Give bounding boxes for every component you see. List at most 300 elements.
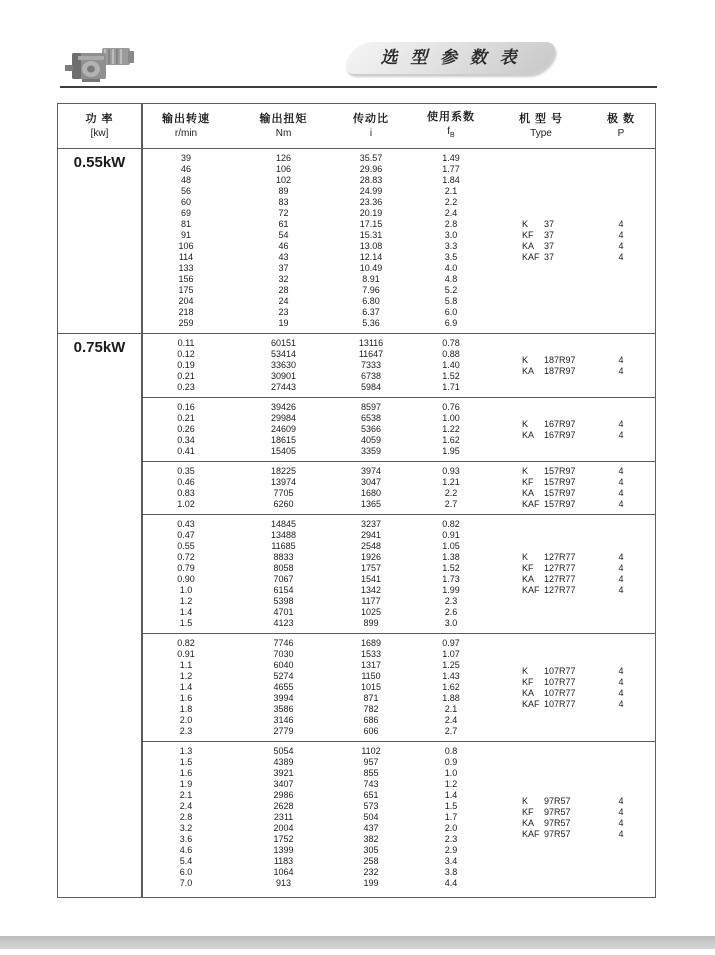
table-row — [141, 274, 496, 285]
type-row — [496, 355, 656, 366]
type-row — [496, 488, 656, 499]
poles-value: 4 — [618, 241, 624, 251]
torque-cell: 1183 — [273, 856, 294, 866]
ratio-cell: 305 — [363, 845, 379, 855]
type-series: KAF — [522, 828, 540, 839]
speed-cell: 0.21 — [177, 371, 195, 381]
table-row — [141, 307, 496, 318]
speed-cell: 1.6 — [179, 768, 193, 778]
speed-cell: 0.19 — [177, 360, 195, 370]
poles-value: 4 — [618, 219, 624, 229]
type-block — [496, 402, 656, 457]
type-name — [496, 499, 586, 510]
speed-cell: 4.6 — [179, 845, 193, 855]
subsection — [141, 741, 655, 893]
service-factor-cell: 6.9 — [444, 318, 458, 328]
table-row — [141, 867, 496, 878]
type-block — [496, 466, 656, 510]
type-name — [496, 552, 586, 563]
gearmotor-photo — [58, 40, 140, 86]
data-rows — [141, 466, 496, 510]
type-row — [496, 477, 656, 488]
type-series: KA — [522, 488, 535, 498]
ratio-cell: 1757 — [360, 563, 382, 573]
type-size: 157R97 — [544, 477, 576, 487]
type-name — [496, 699, 586, 710]
service-factor-cell: 1.71 — [442, 382, 460, 392]
type-name — [496, 252, 586, 263]
type-series: KA — [522, 429, 535, 440]
type-name — [496, 466, 586, 477]
speed-cell: 1.2 — [179, 671, 193, 681]
power-section — [58, 149, 655, 333]
data-rows — [141, 402, 496, 457]
data-rows — [141, 519, 496, 629]
torque-cell: 15405 — [270, 446, 297, 456]
torque-cell: 2986 — [273, 790, 294, 800]
type-series: K — [522, 466, 529, 476]
torque-cell: 61 — [278, 219, 289, 229]
poles-value: 4 — [618, 817, 624, 828]
type-series: K — [522, 795, 529, 806]
service-factor-cell: 1.84 — [442, 175, 460, 185]
service-factor-cell: 1.88 — [442, 693, 460, 703]
service-factor-cell: 1.43 — [442, 671, 460, 681]
service-factor-cell: 3.5 — [444, 252, 458, 262]
table-row — [141, 424, 496, 435]
torque-cell: 4389 — [273, 757, 294, 767]
ratio-cell: 899 — [363, 618, 379, 628]
service-factor-cell: 2.7 — [444, 726, 458, 736]
torque-cell: 46 — [278, 241, 289, 251]
type-size: 107R77 — [544, 698, 576, 709]
torque-cell: 1752 — [273, 834, 294, 844]
speed-cell: 0.79 — [177, 563, 195, 573]
type-size: 37 — [544, 252, 555, 262]
header-type: 机 型 号 Type — [518, 112, 564, 139]
table-row — [141, 477, 496, 488]
service-factor-cell: 1.77 — [442, 164, 460, 174]
header-power: 功 率 [kw] — [85, 112, 114, 139]
speed-cell: 0.72 — [177, 552, 195, 562]
type-row — [496, 466, 656, 477]
type-row — [496, 666, 656, 677]
table-row — [141, 413, 496, 424]
speed-cell: 7.0 — [179, 878, 193, 888]
table-row — [141, 371, 496, 382]
type-row — [496, 807, 656, 818]
speed-cell: 1.5 — [179, 618, 193, 628]
type-name — [496, 488, 586, 499]
type-row — [496, 419, 656, 430]
type-row — [496, 585, 656, 596]
service-factor-cell: 0.76 — [442, 402, 460, 412]
service-factor-cell: 1.5 — [444, 801, 458, 811]
service-factor-cell: 1.2 — [444, 779, 458, 789]
type-size: 127R77 — [544, 585, 576, 595]
table-row — [141, 219, 496, 230]
torque-cell: 27443 — [270, 382, 297, 392]
type-series: K — [522, 418, 529, 429]
service-factor-cell: 1.99 — [442, 585, 460, 595]
torque-cell: 5054 — [273, 746, 294, 756]
header-service-factor: 使用系数 $f_B$ — [427, 110, 475, 139]
speed-cell: 1.1 — [179, 660, 193, 670]
service-factor-cell: 6.0 — [444, 307, 458, 317]
ratio-cell: 651 — [363, 790, 379, 800]
type-row — [496, 230, 656, 241]
speed-cell: 0.55 — [177, 541, 195, 551]
speed-cell: 60 — [180, 197, 191, 207]
table-row — [141, 574, 496, 585]
service-factor-cell: 2.3 — [444, 834, 458, 844]
service-factor-cell: 3.8 — [444, 867, 458, 877]
type-row — [496, 699, 656, 710]
type-name — [496, 818, 586, 829]
poles-value: 4 — [618, 806, 624, 817]
torque-cell: 33630 — [270, 360, 297, 370]
speed-cell: 1.2 — [179, 596, 193, 606]
type-row — [496, 366, 656, 377]
speed-cell: 39 — [180, 153, 191, 163]
ratio-cell: 782 — [363, 704, 379, 714]
speed-cell: 0.26 — [177, 424, 195, 434]
torque-cell: 14845 — [270, 519, 297, 529]
service-factor-cell: 1.07 — [442, 649, 460, 659]
speed-cell: 156 — [178, 274, 194, 284]
torque-cell: 24609 — [270, 424, 297, 434]
service-factor-cell: 0.93 — [442, 466, 460, 476]
service-factor-cell: 1.21 — [442, 477, 460, 487]
torque-cell: 54 — [278, 230, 289, 240]
table-row — [141, 704, 496, 715]
ratio-cell: 3359 — [360, 446, 382, 456]
table-row — [141, 338, 496, 349]
torque-cell: 3994 — [273, 693, 294, 703]
speed-cell: 6.0 — [179, 867, 193, 877]
table-row — [141, 790, 496, 801]
service-factor-cell: 1.73 — [442, 574, 460, 584]
type-row — [496, 677, 656, 688]
type-row — [496, 818, 656, 829]
type-size: 167R97 — [544, 418, 576, 429]
type-name — [496, 666, 586, 677]
speed-cell: 2.0 — [179, 715, 193, 725]
table-row — [141, 435, 496, 446]
torque-cell: 2311 — [273, 812, 294, 822]
type-series: KA — [522, 687, 535, 698]
service-factor-cell: 2.0 — [444, 823, 458, 833]
data-rows — [141, 153, 496, 329]
data-rows — [141, 638, 496, 737]
speed-cell: 0.11 — [177, 338, 195, 348]
torque-cell: 83 — [278, 197, 289, 207]
poles-value: 4 — [618, 698, 624, 709]
ratio-cell: 871 — [363, 693, 379, 703]
torque-cell: 37 — [278, 263, 289, 273]
type-row — [496, 574, 656, 585]
speed-cell: 0.91 — [177, 649, 195, 659]
torque-cell: 5398 — [273, 596, 294, 606]
speed-cell: 3.6 — [179, 834, 193, 844]
ratio-cell: 855 — [363, 768, 379, 778]
poles-value: 4 — [618, 687, 624, 698]
poles-value: 4 — [618, 552, 624, 562]
table-row — [141, 263, 496, 274]
ratio-cell: 686 — [363, 715, 379, 725]
torque-cell: 18615 — [270, 435, 297, 445]
ratio-cell: 11647 — [358, 349, 384, 359]
type-size: 127R77 — [544, 552, 576, 562]
table-row — [141, 726, 496, 737]
table-row — [141, 360, 496, 371]
speed-cell: 0.43 — [177, 519, 195, 529]
speed-cell: 0.12 — [177, 349, 195, 359]
table-row — [141, 671, 496, 682]
table-row — [141, 466, 496, 477]
ratio-cell: 1926 — [360, 552, 382, 562]
service-factor-cell: 1.62 — [442, 682, 460, 692]
service-factor-cell: 2.7 — [444, 499, 458, 509]
table-row — [141, 252, 496, 263]
torque-cell: 18225 — [270, 466, 297, 476]
service-factor-cell: 4.0 — [444, 263, 458, 273]
type-size: 37 — [544, 230, 555, 240]
service-factor-cell: 1.0 — [444, 768, 458, 778]
table-row — [141, 519, 496, 530]
table-row — [141, 693, 496, 704]
ratio-cell: 15.31 — [359, 230, 383, 240]
ratio-cell: 232 — [363, 867, 379, 877]
ratio-cell: 8.91 — [362, 274, 380, 284]
speed-cell: 0.21 — [177, 413, 195, 423]
torque-cell: 13974 — [270, 477, 297, 487]
table-row — [141, 402, 496, 413]
type-series: KA — [522, 241, 535, 251]
subsection — [141, 633, 655, 741]
service-factor-cell: 1.62 — [442, 435, 460, 445]
torque-cell: 3586 — [273, 704, 294, 714]
service-factor-cell: 2.4 — [444, 208, 458, 218]
speed-cell: 48 — [180, 175, 191, 185]
speed-cell: 0.41 — [177, 446, 195, 456]
speed-cell: 114 — [178, 252, 194, 262]
type-size: 97R57 — [544, 828, 571, 839]
ratio-cell: 12.14 — [359, 252, 383, 262]
table-row — [141, 757, 496, 768]
table-row — [141, 530, 496, 541]
type-size: 97R57 — [544, 795, 571, 806]
torque-cell: 1399 — [273, 845, 294, 855]
torque-cell: 30901 — [270, 371, 297, 381]
torque-cell: 23 — [278, 307, 289, 317]
ratio-cell: 28.83 — [359, 175, 383, 185]
table-body — [58, 149, 655, 893]
service-factor-cell: 2.4 — [444, 715, 458, 725]
service-factor-cell: 1.38 — [442, 552, 460, 562]
torque-cell: 7067 — [273, 574, 294, 584]
speed-cell: 69 — [180, 208, 191, 218]
poles-value: 4 — [618, 499, 624, 509]
table-row — [141, 649, 496, 660]
ratio-cell: 2941 — [360, 530, 382, 540]
torque-cell: 913 — [275, 878, 292, 888]
type-name — [496, 585, 586, 596]
service-factor-cell: 2.1 — [444, 186, 458, 196]
ratio-cell: 606 — [363, 726, 379, 736]
type-series: KF — [522, 563, 534, 573]
speed-cell: 0.46 — [177, 477, 195, 487]
service-factor-cell: 0.9 — [444, 757, 458, 767]
speed-cell: 2.1 — [179, 790, 193, 800]
torque-cell: 2779 — [273, 726, 294, 736]
type-size: 157R97 — [544, 466, 576, 476]
table-row — [141, 779, 496, 790]
ratio-cell: 1342 — [360, 585, 382, 595]
table-header-row — [58, 104, 655, 149]
table-row — [141, 618, 496, 629]
torque-cell: 11685 — [271, 541, 296, 551]
type-row — [496, 499, 656, 510]
torque-cell: 126 — [275, 153, 292, 163]
ratio-cell: 7.96 — [362, 285, 380, 295]
ratio-cell: 957 — [363, 757, 379, 767]
table-row — [141, 715, 496, 726]
header-ratio: 传动比 i — [353, 112, 389, 139]
ratio-cell: 10.49 — [359, 263, 383, 273]
table-row — [141, 660, 496, 671]
type-row — [496, 688, 656, 699]
type-series: KA — [522, 574, 535, 584]
table-row — [141, 186, 496, 197]
ratio-cell: 1177 — [361, 596, 381, 606]
ratio-cell: 23.36 — [359, 197, 383, 207]
table-row — [141, 878, 496, 889]
ratio-cell: 1365 — [360, 499, 382, 509]
ratio-cell: 29.96 — [359, 164, 383, 174]
speed-cell: 5.4 — [179, 856, 193, 866]
type-series: KF — [522, 230, 534, 240]
torque-cell: 7030 — [273, 649, 294, 659]
ratio-cell: 5.36 — [362, 318, 380, 328]
type-block — [496, 638, 656, 737]
speed-cell: 0.90 — [177, 574, 195, 584]
speed-cell: 91 — [180, 230, 191, 240]
table-row — [141, 552, 496, 563]
ratio-cell: 258 — [363, 856, 379, 866]
torque-cell: 5274 — [273, 671, 294, 681]
type-size: 167R97 — [544, 429, 576, 440]
subsection — [141, 334, 655, 397]
speed-cell: 1.3 — [179, 746, 193, 756]
type-series: K — [522, 665, 529, 676]
table-row — [141, 488, 496, 499]
table-row — [141, 318, 496, 329]
type-size: 107R77 — [544, 665, 576, 676]
torque-cell: 3146 — [273, 715, 294, 725]
ratio-cell: 1015 — [360, 682, 382, 692]
torque-cell: 3407 — [273, 779, 294, 789]
service-factor-cell: 3.3 — [444, 241, 458, 251]
type-series: KF — [522, 806, 534, 817]
ratio-cell: 743 — [363, 779, 379, 789]
type-size: 97R57 — [544, 817, 571, 828]
type-series: KA — [522, 365, 535, 376]
table-row — [141, 164, 496, 175]
poles-value: 4 — [618, 828, 624, 839]
speed-cell: 0.47 — [177, 530, 195, 540]
subsection-list — [141, 149, 655, 333]
torque-cell: 4701 — [273, 607, 294, 617]
data-rows — [141, 338, 496, 393]
type-size: 157R97 — [544, 499, 576, 509]
service-factor-cell: 4.8 — [444, 274, 458, 284]
speed-cell: 81 — [180, 219, 191, 229]
ratio-cell: 437 — [363, 823, 379, 833]
speed-cell: 0.34 — [177, 435, 195, 445]
speed-cell: 56 — [180, 186, 191, 196]
torque-cell: 13488 — [270, 530, 297, 540]
ratio-cell: 3047 — [360, 477, 382, 487]
speed-cell: 0.82 — [177, 638, 195, 648]
torque-cell: 43 — [278, 252, 289, 262]
subsection — [141, 397, 655, 461]
ratio-cell: 1102 — [361, 746, 381, 756]
service-factor-cell: 5.2 — [444, 285, 458, 295]
poles-value: 4 — [618, 477, 624, 487]
page-footer-bar — [0, 936, 715, 949]
service-factor-cell: 0.82 — [442, 519, 460, 529]
ratio-cell: 5366 — [360, 424, 382, 434]
type-name — [496, 563, 586, 574]
torque-cell: 24 — [278, 296, 289, 306]
poles-value: 4 — [618, 676, 624, 687]
type-block — [496, 153, 656, 329]
speed-cell: 2.4 — [179, 801, 193, 811]
service-factor-cell: 2.3 — [444, 596, 458, 606]
torque-cell: 2004 — [273, 823, 294, 833]
ratio-cell: 8597 — [360, 402, 382, 412]
ratio-cell: 1317 — [360, 660, 382, 670]
subsection — [141, 461, 655, 514]
service-factor-cell: 0.88 — [442, 349, 460, 359]
ratio-cell: 504 — [363, 812, 379, 822]
ratio-cell: 1533 — [360, 649, 382, 659]
torque-cell: 32 — [278, 274, 289, 284]
service-factor-cell: 2.8 — [444, 219, 458, 229]
table-row — [141, 285, 496, 296]
ratio-cell: 382 — [363, 834, 379, 844]
table-row — [141, 768, 496, 779]
service-factor-cell: 1.25 — [442, 660, 460, 670]
page-title: 选 型 参 数 表 — [380, 48, 521, 67]
header-torque: 输出扭矩 Nm — [259, 112, 308, 139]
power-section — [58, 334, 655, 893]
speed-cell: 3.2 — [179, 823, 193, 833]
type-series: KA — [522, 817, 535, 828]
service-factor-cell: 1.40 — [442, 360, 460, 370]
type-size: 37 — [544, 241, 555, 251]
speed-cell: 204 — [178, 296, 194, 306]
type-series: KAF — [522, 698, 540, 709]
poles-value: 4 — [618, 466, 624, 476]
table-row — [141, 175, 496, 186]
type-name — [496, 807, 586, 818]
type-size: 187R97 — [544, 354, 576, 365]
ratio-cell: 20.19 — [359, 208, 383, 218]
service-factor-cell: 3.0 — [444, 618, 458, 628]
subsection — [141, 149, 655, 333]
